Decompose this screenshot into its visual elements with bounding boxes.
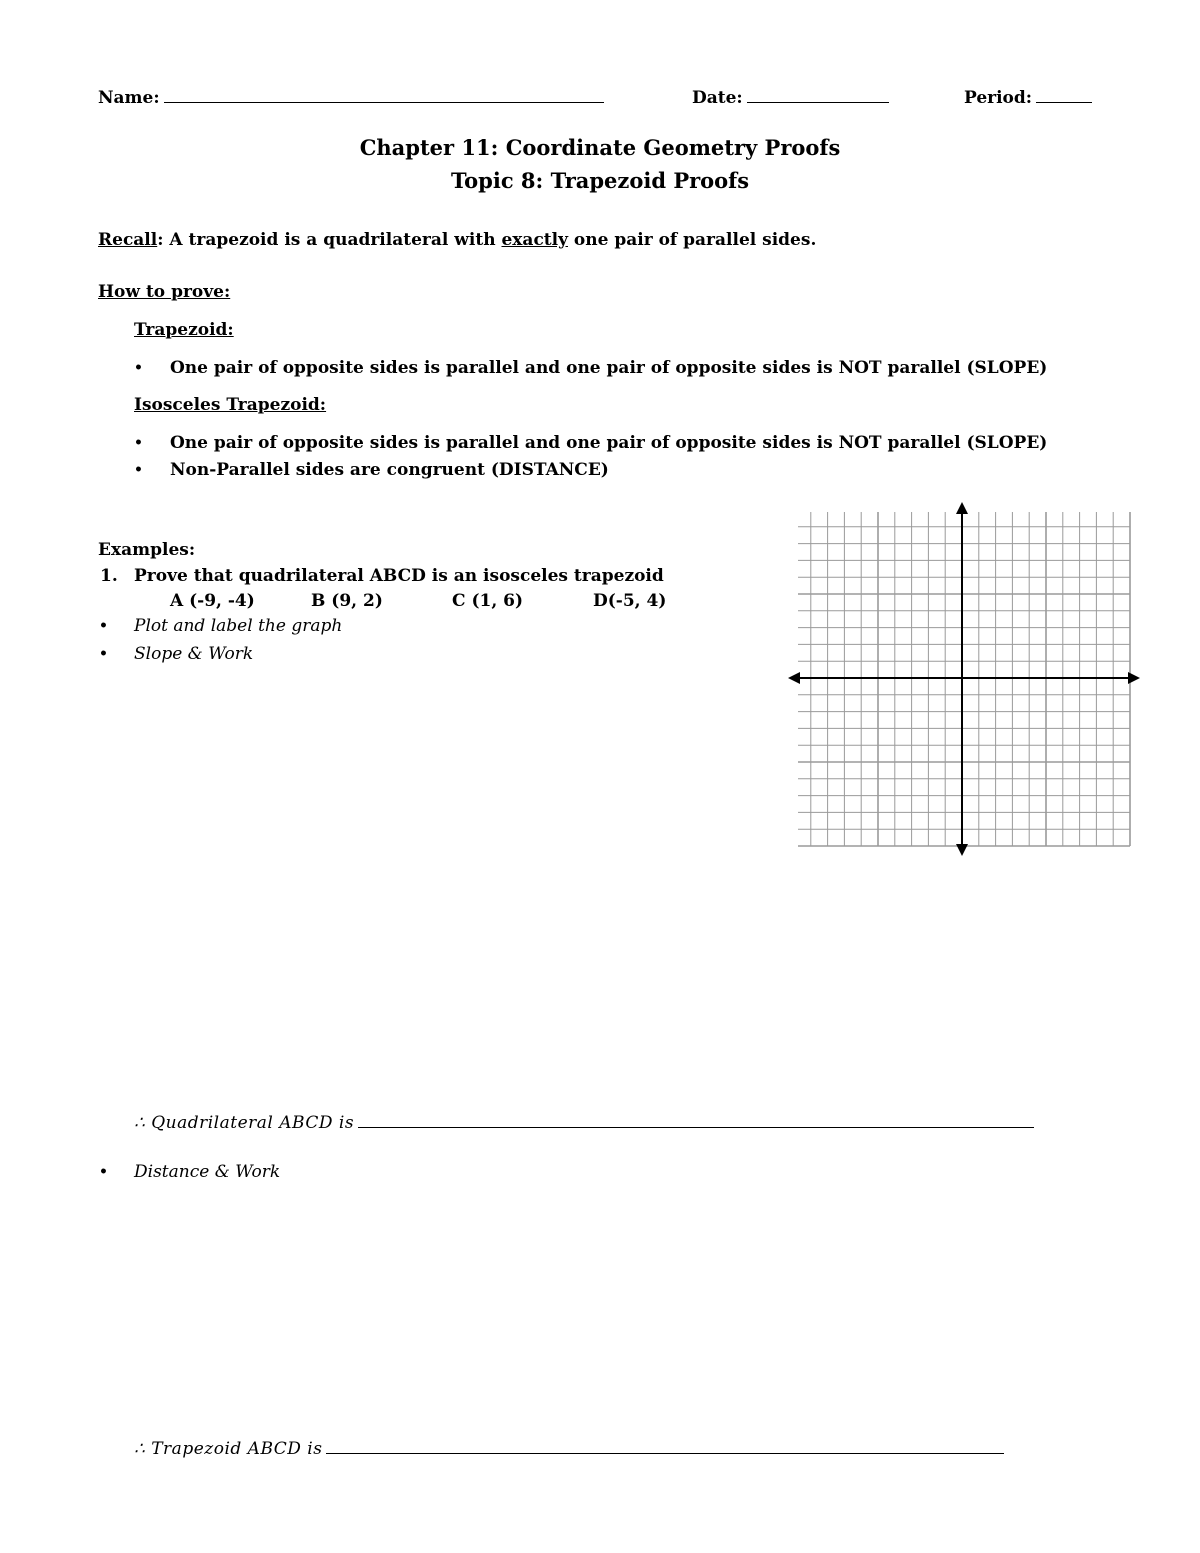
date-blank[interactable]	[747, 100, 889, 103]
recall-text-before: : A trapezoid is a quadrilateral with	[157, 230, 502, 250]
isosceles-heading: Isosceles Trapezoid:	[134, 395, 327, 415]
how-to-prove-heading: How to prove:	[98, 282, 231, 302]
bullet-icon: •	[99, 646, 108, 662]
period-field[interactable]	[964, 88, 1092, 108]
recall-text-after: one pair of parallel sides.	[568, 230, 817, 250]
name-blank[interactable]	[164, 100, 604, 103]
problem-number: 1.	[100, 566, 118, 586]
page-title: Chapter 11: Coordinate Geometry Proofs	[359, 135, 841, 160]
x-axis-right-arrow-icon	[1128, 672, 1140, 684]
conclusion-quadrilateral	[134, 1113, 1034, 1133]
conclusion-quadrilateral-text: ∴ Quadrilateral ABCD is	[134, 1113, 355, 1133]
problem-text: Prove that quadrilateral ABCD is an isosceles trapezoid	[134, 566, 664, 586]
trapezoid-heading: Trapezoid:	[134, 320, 234, 340]
task-plot: Plot and label the graph	[134, 616, 343, 636]
recall-paragraph	[98, 230, 816, 250]
recall-label: Recall	[98, 230, 158, 250]
date-label: Date:	[692, 88, 743, 108]
period-blank[interactable]	[1036, 100, 1092, 103]
period-label: Period:	[964, 88, 1033, 108]
bullet-icon: •	[99, 618, 108, 634]
coordinate-grid[interactable]	[780, 498, 1150, 860]
name-label: Name:	[98, 88, 160, 108]
task-distance: Distance & Work	[134, 1162, 281, 1182]
task-slope: Slope & Work	[134, 644, 254, 664]
isosceles-bullet-1: One pair of opposite sides is parallel and one pair of opposite sides is NOT parallel (SLOPE)	[170, 433, 1048, 453]
point-b: B (9, 2)	[311, 591, 383, 611]
date-field[interactable]	[692, 88, 889, 108]
conclusion-trapezoid	[134, 1439, 1004, 1459]
x-axis	[788, 672, 1140, 684]
y-axis-down-arrow-icon	[956, 844, 968, 856]
name-field[interactable]	[98, 88, 604, 108]
conclusion-quadrilateral-blank[interactable]	[358, 1125, 1034, 1128]
trapezoid-bullet-1: One pair of opposite sides is parallel and one pair of opposite sides is NOT parallel (SLOPE)	[170, 358, 1048, 378]
point-c: C (1, 6)	[452, 591, 524, 611]
point-d: D(-5, 4)	[593, 591, 667, 611]
bullet-icon: •	[134, 360, 143, 376]
bullet-icon: •	[99, 1164, 108, 1180]
recall-emphasis: exactly	[501, 230, 568, 250]
point-a: A (-9, -4)	[170, 591, 255, 611]
page-subtitle: Topic 8: Trapezoid Proofs	[450, 168, 750, 193]
examples-heading: Examples:	[98, 540, 196, 560]
isosceles-bullet-2: Non-Parallel sides are congruent (DISTANCE)	[170, 460, 609, 480]
conclusion-trapezoid-text: ∴ Trapezoid ABCD is	[134, 1439, 323, 1459]
bullet-icon: •	[134, 435, 143, 451]
y-axis-up-arrow-icon	[956, 502, 968, 514]
x-axis-left-arrow-icon	[788, 672, 800, 684]
bullet-icon: •	[134, 462, 143, 478]
conclusion-trapezoid-blank[interactable]	[326, 1451, 1004, 1454]
